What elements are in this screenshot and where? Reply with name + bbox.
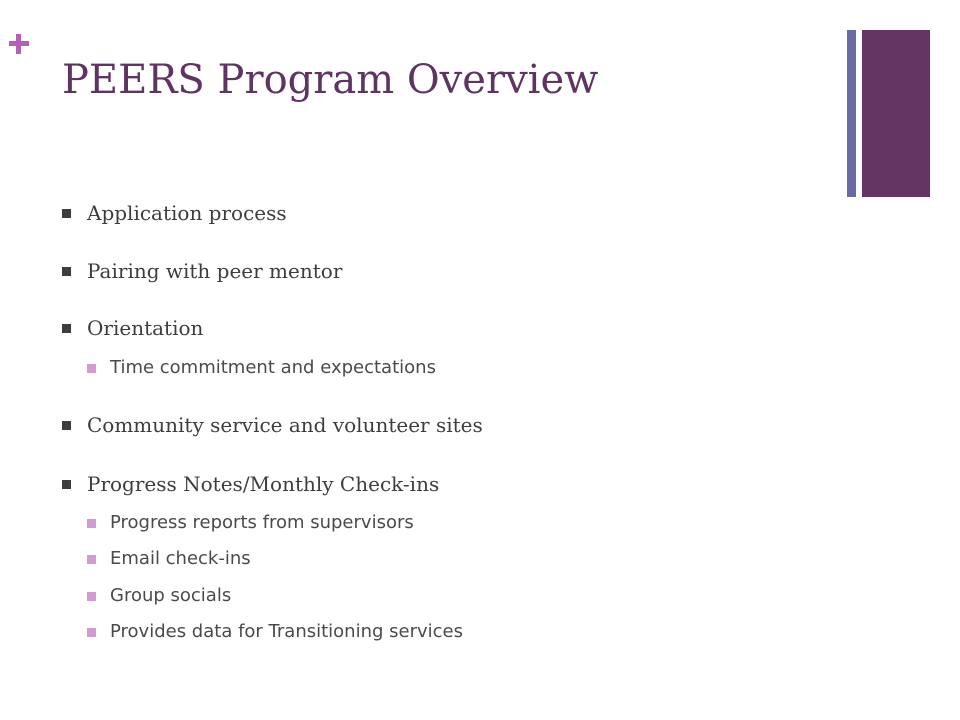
square-bullet-icon [62,324,71,333]
square-sub-bullet-icon [87,592,96,601]
square-sub-bullet-icon [87,555,96,564]
slide-title: PEERS Program Overview [62,57,599,103]
sub-bullet-label: Email check-ins [110,548,251,569]
square-bullet-icon [62,480,71,489]
bullet-label: Application process [87,201,287,225]
bullet-label: Pairing with peer mentor [87,259,343,283]
square-bullet-icon [62,209,71,218]
sub-bullet-label: Provides data for Transitioning services [110,621,464,642]
sub-bullet-label: Group socials [110,585,232,606]
bullet-label: Progress Notes/Monthly Check-ins [87,472,440,496]
decorative-bar-thin [847,30,856,197]
sub-bullet-label: Time commitment and expectations [110,357,436,378]
square-bullet-icon [62,421,71,430]
square-bullet-icon [62,267,71,276]
bullet-label: Orientation [87,316,204,340]
square-sub-bullet-icon [87,364,96,373]
square-sub-bullet-icon [87,628,96,637]
bullet-label: Community service and volunteer sites [87,413,483,437]
decorative-bar-wide [862,30,930,197]
square-sub-bullet-icon [87,519,96,528]
plus-icon [9,34,29,54]
sub-bullet-label: Progress reports from supervisors [110,512,414,533]
